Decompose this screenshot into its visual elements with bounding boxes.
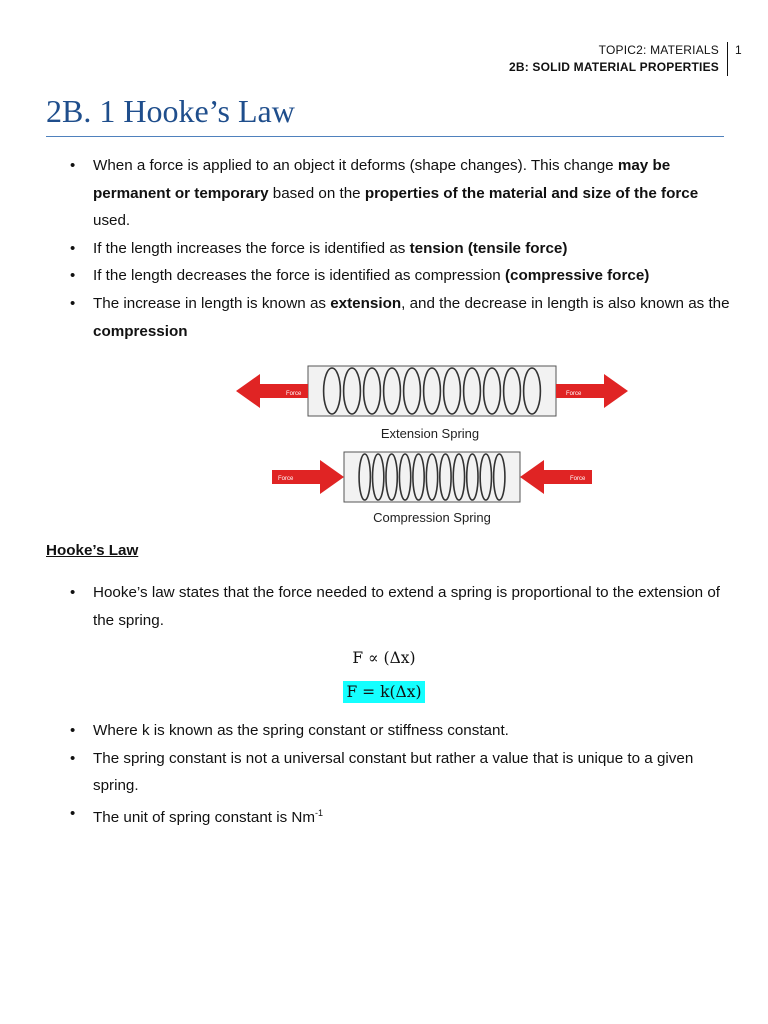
bullet-bold-text: compression — [93, 322, 188, 340]
header-topic: TOPIC2: MATERIALS — [598, 43, 719, 57]
bullet-bold-text: extension — [330, 294, 402, 312]
bullet-text: , and the decrease in length is also known as the — [401, 294, 730, 312]
force-label: Force — [286, 391, 302, 397]
list-item — [70, 290, 730, 345]
bullet-text: The unit of spring constant is Nm — [93, 808, 316, 826]
force-label: Force — [278, 476, 294, 482]
force-label: Force — [570, 476, 586, 482]
page-title: 2B. 1 Hooke’s Law — [46, 92, 724, 137]
unit-superscript: -1 — [315, 807, 324, 818]
bullet-bold-text: may be permanent or temporary — [93, 157, 671, 202]
bullet-text: based on the — [268, 184, 365, 202]
list-item: • Where k is known as the spring constant or stiffness constant. — [70, 717, 730, 745]
law-bullet-list — [70, 579, 730, 634]
compression-spring — [272, 452, 592, 525]
list-item — [70, 800, 730, 832]
page-number: 1 — [735, 43, 742, 57]
section-heading: Hooke’s Law — [46, 542, 139, 559]
formula-text: F ∝ (Δx) — [352, 649, 416, 667]
list-item — [70, 152, 730, 235]
spring-figure — [230, 362, 634, 528]
bullet-text: The increase in length is known as — [93, 294, 331, 312]
extension-spring — [236, 366, 628, 441]
page-header — [509, 42, 728, 76]
list-item: • Hooke’s law states that the force needed to extend a spring is proportional to the extension of the spring. — [70, 579, 730, 634]
extension-caption: Extension Spring — [380, 426, 480, 441]
force-label: Force — [566, 391, 582, 397]
bullet-text: If the length decreases the force is identified as compression — [93, 267, 505, 285]
proportionality-formula — [0, 649, 768, 667]
list-item — [70, 262, 730, 290]
list-item — [70, 235, 730, 263]
compression-caption: Compression Spring — [373, 510, 491, 525]
header-subtopic: 2B: SOLID MATERIAL PROPERTIES — [508, 60, 719, 74]
bullet-text: If the length increases the force is identified as — [93, 239, 410, 257]
bullet-bold-text: properties of the material and size of the force — [364, 184, 699, 202]
bullet-bold-text: (compressive force) — [504, 267, 650, 285]
intro-bullet-list — [70, 152, 730, 345]
spring-diagram — [230, 362, 634, 528]
bullet-bold-text: tension (tensile force) — [409, 239, 568, 257]
notes-bullet-list — [70, 717, 730, 831]
bullet-text: When a force is applied to an object it deforms (shape changes). This change — [93, 157, 618, 174]
highlighted-equation: F = k(Δx) — [343, 681, 424, 703]
list-item: • The spring constant is not a universal constant but rather a value that is unique to a given spring. — [70, 745, 730, 800]
hookes-law-equation — [0, 683, 768, 701]
bullet-text: used. — [93, 212, 131, 230]
